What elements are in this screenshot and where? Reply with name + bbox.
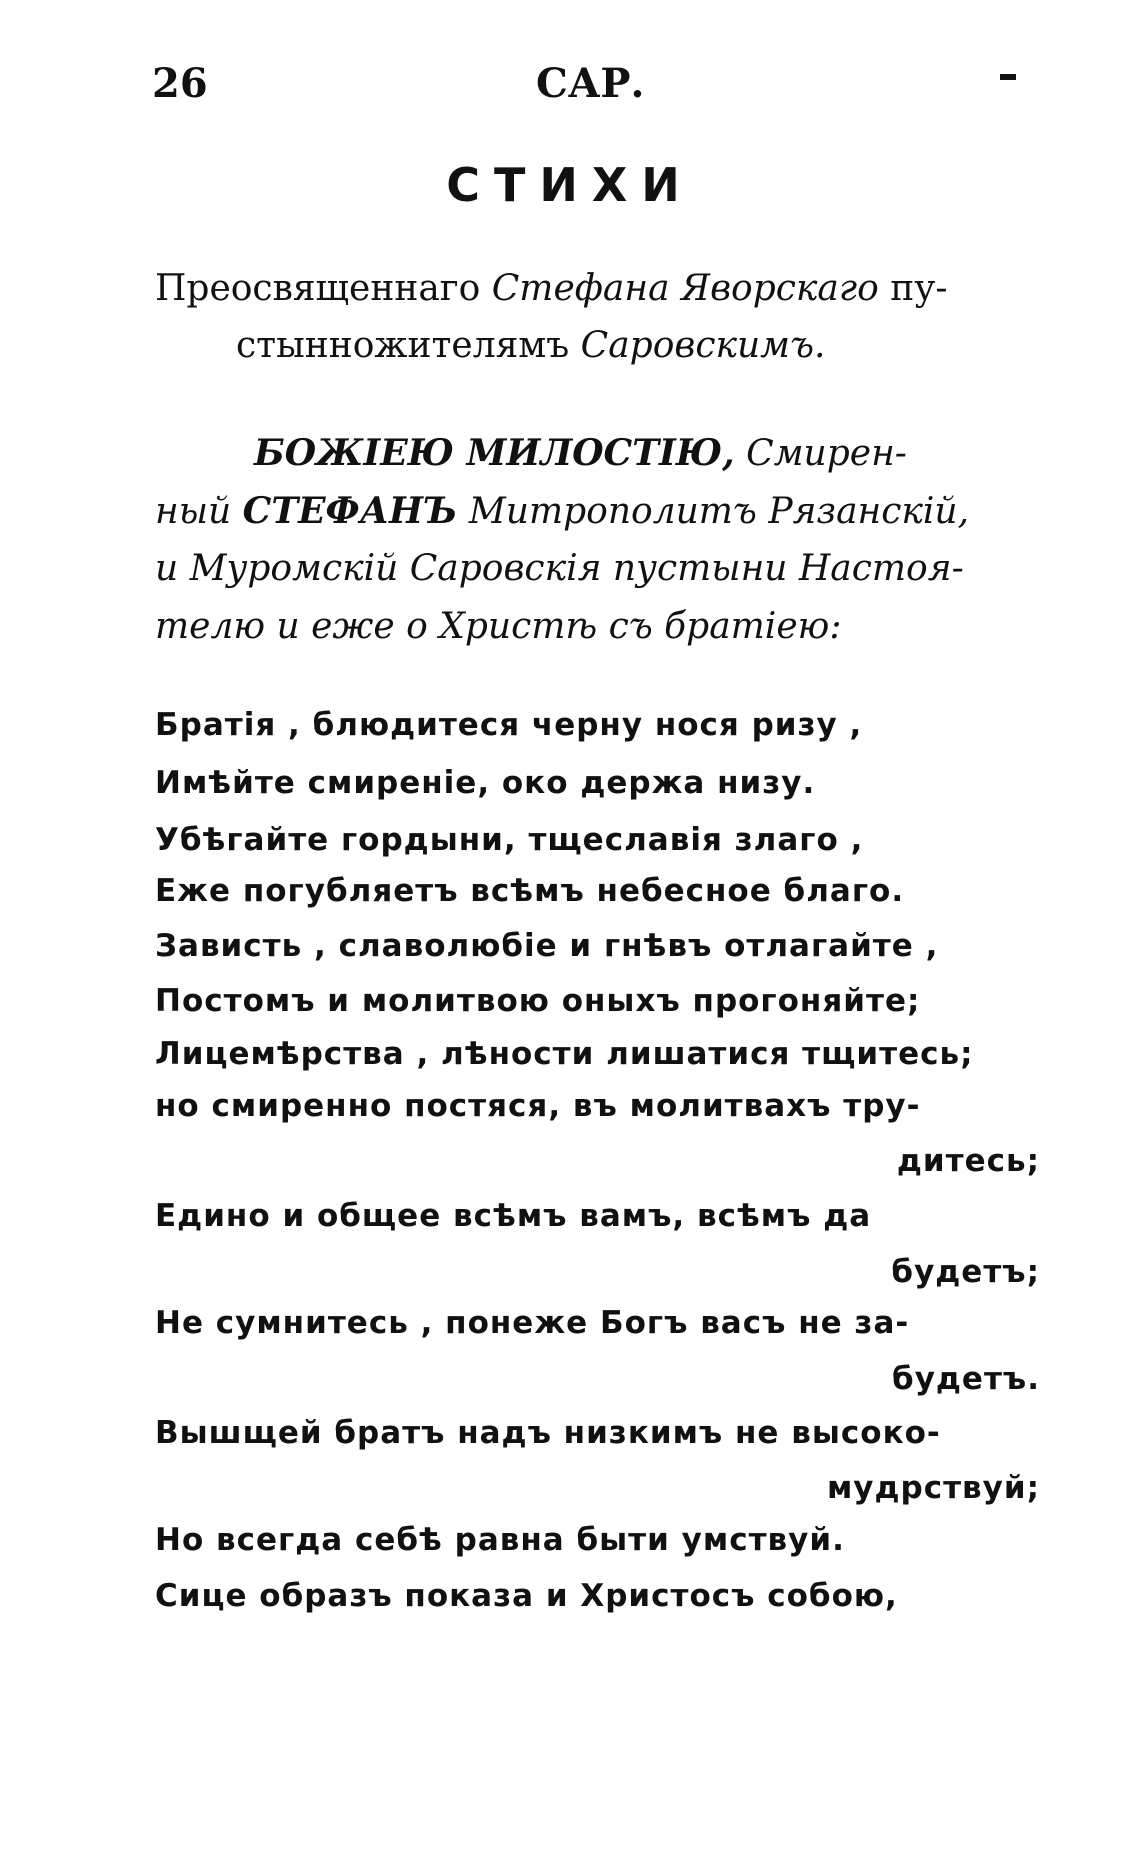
subtitle-text: стынножителямъ bbox=[236, 325, 581, 366]
running-head: САР. bbox=[536, 60, 645, 107]
verse-line: Братія , блюдитеся черну нося ризу , bbox=[155, 707, 863, 743]
verse-line-continuation: будетъ; bbox=[891, 1254, 1040, 1290]
salutation-name: СТЕФАНЪ bbox=[242, 490, 458, 532]
salutation-text: Митрополитъ Рязанскій, bbox=[457, 491, 970, 532]
verse-line: Имѣйте смиреніе, око держа низу. bbox=[155, 765, 816, 801]
verse-line-continuation: дитесь; bbox=[896, 1143, 1040, 1179]
verse-line: Лицемѣрства , лѣности лишатися тщитесь; bbox=[155, 1036, 974, 1072]
subtitle-text-end: пу- bbox=[878, 268, 948, 309]
verse-line: Постомъ и молитвою оныхъ прогоняйте; bbox=[155, 983, 921, 1019]
verse-line-continuation: будетъ. bbox=[892, 1361, 1040, 1397]
salutation-line-1 bbox=[254, 432, 907, 474]
salutation-text: ный bbox=[155, 491, 243, 532]
printer-mark bbox=[1000, 74, 1016, 80]
salutation-line-3: и Муромскій Саровскія пустыни Настоя- bbox=[155, 548, 964, 589]
subtitle-text: Преосвященнаго bbox=[155, 268, 492, 309]
salutation-line-4: телю и еже о Христѣ съ братіею: bbox=[155, 606, 842, 647]
page-number: 26 bbox=[152, 60, 208, 107]
salutation-heading: БОЖІЕЮ МИЛОСТІЮ, bbox=[254, 432, 735, 474]
verse-line: Еже погубляетъ всѣмъ небесное благо. bbox=[155, 873, 905, 909]
subtitle-recipients: Саровскимъ. bbox=[580, 325, 826, 366]
poem-title: СТИХИ bbox=[446, 158, 694, 212]
verse-line: Не сумнитесь , понеже Богъ васъ не за- bbox=[155, 1305, 910, 1341]
verse-line: Вышщей братъ надъ низкимъ не высоко- bbox=[155, 1415, 941, 1451]
verse-line-continuation: мудрствуй; bbox=[826, 1470, 1040, 1506]
verse-line: но смиренно постяся, въ молитвахъ тру- bbox=[155, 1088, 921, 1124]
verse-line: Сице образъ показа и Христосъ собою, bbox=[155, 1578, 898, 1614]
subtitle-line-2 bbox=[236, 325, 825, 366]
verse-line: Но всегда себѣ равна быти умствуй. bbox=[155, 1522, 845, 1558]
subtitle-author: Стефана Яворскаго bbox=[491, 268, 879, 309]
salutation-line-2 bbox=[155, 490, 969, 532]
subtitle-line-1 bbox=[155, 268, 1050, 309]
verse-line: Едино и общее всѣмъ вамъ, всѣмъ да bbox=[155, 1198, 872, 1234]
verse-line: Зависть , славолюбіе и гнѣвъ отлагайте , bbox=[155, 928, 939, 964]
verse-line: Убѣгайте гордыни, тщеславія злаго , bbox=[155, 822, 864, 858]
salutation-text: Смирен- bbox=[734, 433, 907, 474]
